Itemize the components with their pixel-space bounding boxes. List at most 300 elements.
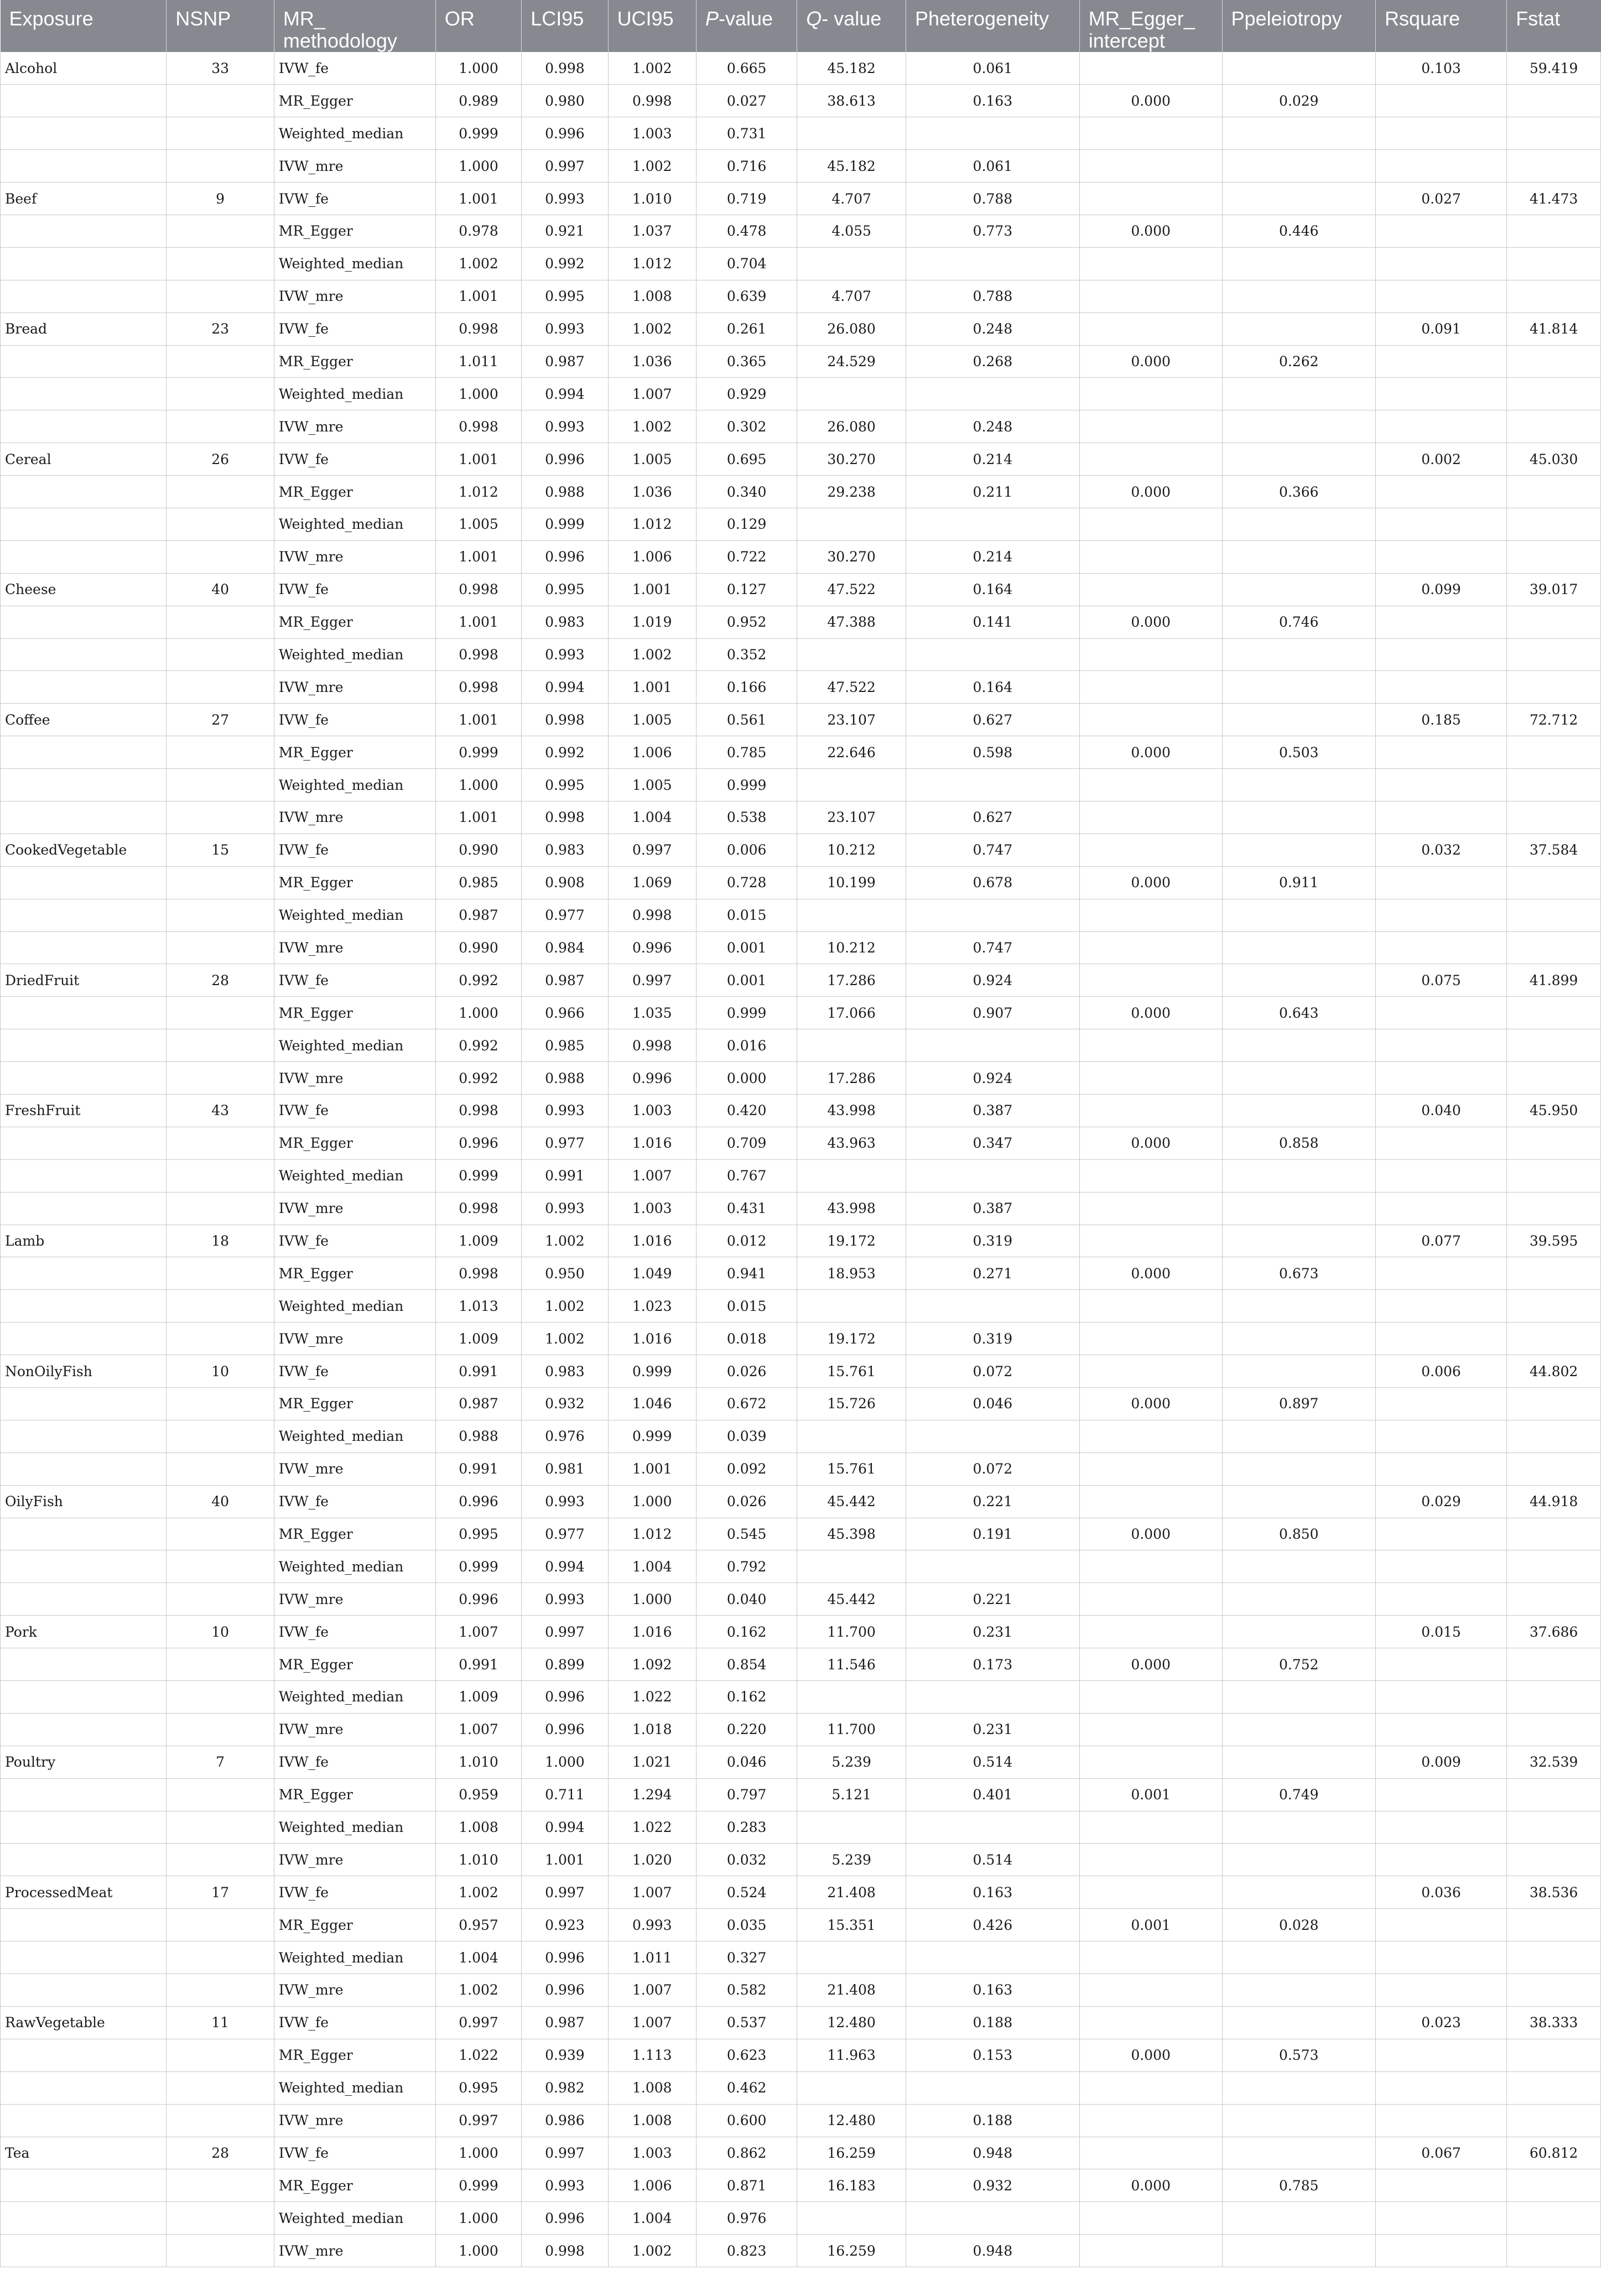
- nsnp-cell: [167, 1159, 274, 1192]
- uci95-cell: 1.001: [608, 573, 696, 606]
- method-cell: IVW_mre: [274, 1452, 435, 1485]
- egger-intercept-cell: [1079, 573, 1222, 606]
- nsnp-cell: [167, 801, 274, 834]
- table-row: [1, 1583, 1601, 1616]
- ppleiotropy-cell: [1222, 2006, 1375, 2039]
- table-row: [1, 1095, 1601, 1127]
- col-header-nsnp: NSNP: [167, 0, 274, 52]
- exposure-cell: Alcohol: [1, 52, 167, 85]
- method-cell: IVW_fe: [274, 1225, 435, 1257]
- nsnp-cell: [167, 1192, 274, 1225]
- p-value-cell: 0.941: [696, 1257, 797, 1290]
- q-italic: Q: [806, 7, 822, 30]
- uci95-cell: 0.998: [608, 85, 696, 117]
- method-cell: IVW_fe: [274, 2137, 435, 2169]
- egger-intercept-cell: [1079, 1452, 1222, 1485]
- nsnp-cell: [167, 606, 274, 638]
- method-cell: MR_Egger: [274, 476, 435, 508]
- ppleiotropy-cell: [1222, 964, 1375, 997]
- ppleiotropy-cell: 0.366: [1222, 476, 1375, 508]
- q-value-cell: 4.055: [797, 215, 906, 247]
- table-row: [1, 2104, 1601, 2137]
- table-row: [1, 476, 1601, 508]
- exposure-cell: [1, 736, 167, 769]
- nsnp-cell: [167, 85, 274, 117]
- pheterogeneity-cell: 0.141: [906, 606, 1079, 638]
- or-cell: 0.957: [435, 1909, 521, 1941]
- fstat-cell: [1507, 1811, 1601, 1844]
- exposure-cell: [1, 1583, 167, 1616]
- p-value-cell: 0.797: [696, 1778, 797, 1811]
- ppleiotropy-cell: 0.746: [1222, 606, 1375, 638]
- p-value-cell: 0.365: [696, 345, 797, 378]
- lci95-cell: 0.985: [522, 1029, 608, 1062]
- method-cell: Weighted_median: [274, 117, 435, 150]
- uci95-cell: 1.008: [608, 2104, 696, 2137]
- exposure-cell: Coffee: [1, 704, 167, 736]
- q-value-cell: [797, 247, 906, 280]
- table-row: [1, 834, 1601, 866]
- pheterogeneity-cell: [906, 1550, 1079, 1583]
- rsquare-cell: [1376, 476, 1507, 508]
- or-cell: 1.001: [435, 606, 521, 638]
- egger-intercept-cell: 0.000: [1079, 997, 1222, 1029]
- fstat-cell: [1507, 1159, 1601, 1192]
- egger-intercept-cell: 0.000: [1079, 606, 1222, 638]
- uci95-cell: 1.049: [608, 1257, 696, 1290]
- q-value-cell: 15.351: [797, 1909, 906, 1941]
- ppleiotropy-cell: [1222, 443, 1375, 476]
- q-value-cell: 45.182: [797, 150, 906, 183]
- table-row: [1, 1029, 1601, 1062]
- exposure-cell: [1, 2235, 167, 2267]
- or-cell: 1.000: [435, 769, 521, 801]
- pheterogeneity-cell: 0.948: [906, 2235, 1079, 2267]
- method-cell: IVW_mre: [274, 1974, 435, 2007]
- method-cell: Weighted_median: [274, 1290, 435, 1323]
- fstat-cell: [1507, 1583, 1601, 1616]
- q-value-cell: 11.700: [797, 1616, 906, 1648]
- fstat-cell: [1507, 2071, 1601, 2104]
- nsnp-cell: 11: [167, 2006, 274, 2039]
- uci95-cell: 1.113: [608, 2039, 696, 2071]
- method-cell: MR_Egger: [274, 606, 435, 638]
- pheterogeneity-cell: [906, 899, 1079, 931]
- pheterogeneity-cell: [906, 1420, 1079, 1452]
- lci95-cell: 0.976: [522, 1420, 608, 1452]
- q-value-cell: [797, 1681, 906, 1714]
- ppleiotropy-cell: [1222, 704, 1375, 736]
- fstat-cell: [1507, 1778, 1601, 1811]
- fstat-cell: [1507, 2104, 1601, 2137]
- ppleiotropy-cell: [1222, 834, 1375, 866]
- method-cell: Weighted_median: [274, 1941, 435, 1974]
- pheterogeneity-cell: 0.163: [906, 1974, 1079, 2007]
- table-row: [1, 704, 1601, 736]
- pheterogeneity-cell: [906, 1681, 1079, 1714]
- pheterogeneity-cell: 0.221: [906, 1583, 1079, 1616]
- fstat-cell: [1507, 1290, 1601, 1323]
- p-value-cell: 0.261: [696, 313, 797, 345]
- nsnp-cell: [167, 1518, 274, 1550]
- pheterogeneity-cell: 0.211: [906, 476, 1079, 508]
- p-value-cell: 0.716: [696, 150, 797, 183]
- ppleiotropy-cell: [1222, 1583, 1375, 1616]
- or-cell: 1.009: [435, 1225, 521, 1257]
- lci95-cell: 0.983: [522, 1355, 608, 1388]
- uci95-cell: 1.016: [608, 1127, 696, 1159]
- q-value-cell: 10.212: [797, 931, 906, 964]
- p-value-cell: 0.302: [696, 410, 797, 443]
- uci95-cell: 1.000: [608, 1583, 696, 1616]
- lci95-cell: 0.996: [522, 540, 608, 573]
- rsquare-cell: 0.002: [1376, 443, 1507, 476]
- nsnp-cell: [167, 150, 274, 183]
- ppleiotropy-cell: [1222, 280, 1375, 313]
- table-row: [1, 443, 1601, 476]
- q-value-cell: 17.286: [797, 964, 906, 997]
- fstat-cell: [1507, 215, 1601, 247]
- table-body: [1, 52, 1601, 2267]
- exposure-cell: [1, 638, 167, 671]
- ppleiotropy-cell: [1222, 2104, 1375, 2137]
- ppleiotropy-cell: 0.503: [1222, 736, 1375, 769]
- egger-intercept-cell: 0.000: [1079, 215, 1222, 247]
- uci95-cell: 1.037: [608, 215, 696, 247]
- pheterogeneity-cell: 0.164: [906, 671, 1079, 704]
- table-row: [1, 85, 1601, 117]
- uci95-cell: 1.003: [608, 1095, 696, 1127]
- q-value-cell: 26.080: [797, 313, 906, 345]
- p-value-cell: 0.462: [696, 2071, 797, 2104]
- col-header-ppleiotropy: Ppeleiotropy: [1222, 0, 1375, 52]
- method-cell: MR_Egger: [274, 1127, 435, 1159]
- table-row: [1, 1420, 1601, 1452]
- q-value-cell: [797, 638, 906, 671]
- lci95-cell: 0.992: [522, 247, 608, 280]
- rsquare-cell: [1376, 1550, 1507, 1583]
- ppleiotropy-cell: [1222, 1192, 1375, 1225]
- method-cell: MR_Egger: [274, 2169, 435, 2202]
- uci95-cell: 0.999: [608, 1355, 696, 1388]
- pheterogeneity-cell: 0.773: [906, 215, 1079, 247]
- pheterogeneity-cell: 0.319: [906, 1323, 1079, 1355]
- exposure-cell: DriedFruit: [1, 964, 167, 997]
- ppleiotropy-cell: [1222, 540, 1375, 573]
- q-value-cell: 45.398: [797, 1518, 906, 1550]
- table-row: [1, 1257, 1601, 1290]
- fstat-cell: 44.802: [1507, 1355, 1601, 1388]
- q-value-cell: 47.522: [797, 671, 906, 704]
- method-cell: IVW_fe: [274, 573, 435, 606]
- exposure-cell: [1, 1127, 167, 1159]
- uci95-cell: 1.005: [608, 704, 696, 736]
- uci95-cell: 1.007: [608, 1876, 696, 1909]
- exposure-cell: [1, 1909, 167, 1941]
- pheterogeneity-cell: 0.627: [906, 704, 1079, 736]
- pheterogeneity-cell: [906, 378, 1079, 410]
- p-value-cell: 0.018: [696, 1323, 797, 1355]
- pheterogeneity-cell: [906, 1941, 1079, 1974]
- egger-intercept-cell: [1079, 540, 1222, 573]
- ppleiotropy-cell: [1222, 1095, 1375, 1127]
- egger-intercept-cell: [1079, 2235, 1222, 2267]
- pheterogeneity-cell: 0.214: [906, 443, 1079, 476]
- rsquare-cell: [1376, 1290, 1507, 1323]
- rsquare-cell: [1376, 866, 1507, 899]
- lci95-cell: 0.997: [522, 1616, 608, 1648]
- rsquare-cell: [1376, 1420, 1507, 1452]
- exposure-cell: [1, 1778, 167, 1811]
- rsquare-cell: 0.099: [1376, 573, 1507, 606]
- ppleiotropy-cell: [1222, 1225, 1375, 1257]
- fstat-cell: [1507, 2202, 1601, 2235]
- nsnp-cell: [167, 1388, 274, 1420]
- pheterogeneity-cell: 0.747: [906, 931, 1079, 964]
- exposure-cell: ProcessedMeat: [1, 1876, 167, 1909]
- table-row: [1, 1876, 1601, 1909]
- lci95-cell: 1.002: [522, 1323, 608, 1355]
- fstat-cell: [1507, 508, 1601, 540]
- p-value-cell: 0.035: [696, 1909, 797, 1941]
- q-value-cell: 30.270: [797, 540, 906, 573]
- nsnp-cell: [167, 1062, 274, 1095]
- ppleiotropy-cell: [1222, 931, 1375, 964]
- fstat-cell: 37.686: [1507, 1616, 1601, 1648]
- nsnp-cell: [167, 1029, 274, 1062]
- pheterogeneity-cell: 0.191: [906, 1518, 1079, 1550]
- exposure-cell: [1, 899, 167, 931]
- nsnp-cell: [167, 2169, 274, 2202]
- table-row: [1, 1648, 1601, 1681]
- rsquare-cell: [1376, 1974, 1507, 2007]
- rsquare-cell: [1376, 117, 1507, 150]
- ppleiotropy-cell: [1222, 313, 1375, 345]
- q-value-cell: 4.707: [797, 280, 906, 313]
- nsnp-cell: 18: [167, 1225, 274, 1257]
- p-value-cell: 0.162: [696, 1681, 797, 1714]
- lci95-cell: 0.932: [522, 1388, 608, 1420]
- nsnp-cell: [167, 1583, 274, 1616]
- or-cell: 0.997: [435, 2104, 521, 2137]
- nsnp-cell: [167, 410, 274, 443]
- col-header-rsquare: Rsquare: [1376, 0, 1507, 52]
- pheterogeneity-cell: 0.072: [906, 1452, 1079, 1485]
- ppleiotropy-cell: 0.028: [1222, 1909, 1375, 1941]
- ppleiotropy-cell: [1222, 1159, 1375, 1192]
- table-row: [1, 2137, 1601, 2169]
- uci95-cell: 1.046: [608, 1388, 696, 1420]
- lci95-cell: 0.939: [522, 2039, 608, 2071]
- method-cell: Weighted_median: [274, 1420, 435, 1452]
- method-cell: MR_Egger: [274, 85, 435, 117]
- uci95-cell: 1.010: [608, 183, 696, 215]
- q-value-cell: 22.646: [797, 736, 906, 769]
- q-value-cell: 19.172: [797, 1323, 906, 1355]
- nsnp-cell: [167, 769, 274, 801]
- rsquare-cell: 0.067: [1376, 2137, 1507, 2169]
- ppleiotropy-cell: [1222, 1029, 1375, 1062]
- or-cell: 0.999: [435, 1550, 521, 1583]
- table-row: [1, 964, 1601, 997]
- table-row: [1, 1550, 1601, 1583]
- method-cell: IVW_mre: [274, 2235, 435, 2267]
- egger-intercept-cell: [1079, 1323, 1222, 1355]
- p-value-cell: 0.012: [696, 1225, 797, 1257]
- exposure-cell: Cereal: [1, 443, 167, 476]
- egger-intercept-cell: [1079, 1029, 1222, 1062]
- rsquare-cell: [1376, 1127, 1507, 1159]
- nsnp-cell: [167, 899, 274, 931]
- lci95-cell: 0.998: [522, 801, 608, 834]
- ppleiotropy-cell: 0.752: [1222, 1648, 1375, 1681]
- egger-intercept-cell: 0.000: [1079, 1648, 1222, 1681]
- table-row: [1, 1778, 1601, 1811]
- fstat-cell: 44.918: [1507, 1485, 1601, 1518]
- table-row: [1, 1681, 1601, 1714]
- p-value-cell: 0.162: [696, 1616, 797, 1648]
- method-cell: MR_Egger: [274, 1388, 435, 1420]
- or-cell: 1.000: [435, 2235, 521, 2267]
- method-cell: IVW_mre: [274, 1192, 435, 1225]
- fstat-cell: 37.584: [1507, 834, 1601, 866]
- lci95-cell: 0.899: [522, 1648, 608, 1681]
- method-cell: MR_Egger: [274, 1909, 435, 1941]
- method-cell: IVW_mre: [274, 2104, 435, 2137]
- ppleiotropy-cell: [1222, 1844, 1375, 1876]
- pheterogeneity-cell: 0.788: [906, 183, 1079, 215]
- lci95-cell: 0.995: [522, 769, 608, 801]
- fstat-cell: [1507, 1420, 1601, 1452]
- egger-intercept-cell: [1079, 671, 1222, 704]
- q-value-cell: 4.707: [797, 183, 906, 215]
- table-row: [1, 117, 1601, 150]
- egger-intercept-cell: [1079, 1713, 1222, 1746]
- q-value-cell: 12.480: [797, 2006, 906, 2039]
- lci95-cell: 0.999: [522, 508, 608, 540]
- or-cell: 1.009: [435, 1323, 521, 1355]
- q-value-cell: 21.408: [797, 1876, 906, 1909]
- pheterogeneity-cell: [906, 247, 1079, 280]
- table-row: [1, 2169, 1601, 2202]
- lci95-cell: 0.995: [522, 280, 608, 313]
- or-cell: 1.009: [435, 1681, 521, 1714]
- q-value-cell: 43.998: [797, 1095, 906, 1127]
- exposure-cell: [1, 378, 167, 410]
- rsquare-cell: [1376, 1388, 1507, 1420]
- method-cell: IVW_mre: [274, 280, 435, 313]
- pheterogeneity-cell: 0.271: [906, 1257, 1079, 1290]
- rsquare-cell: [1376, 150, 1507, 183]
- pheterogeneity-cell: 0.231: [906, 1616, 1079, 1648]
- pheterogeneity-cell: 0.948: [906, 2137, 1079, 2169]
- rsquare-cell: [1376, 1029, 1507, 1062]
- table-row: [1, 1355, 1601, 1388]
- p-value-cell: 0.561: [696, 704, 797, 736]
- pheterogeneity-cell: 0.072: [906, 1355, 1079, 1388]
- nsnp-cell: [167, 1844, 274, 1876]
- pheterogeneity-cell: 0.514: [906, 1844, 1079, 1876]
- table-row: [1, 1062, 1601, 1095]
- pheterogeneity-cell: 0.426: [906, 1909, 1079, 1941]
- uci95-cell: 1.008: [608, 280, 696, 313]
- egger-intercept-cell: [1079, 52, 1222, 85]
- pheterogeneity-cell: [906, 769, 1079, 801]
- p-value-cell: 0.431: [696, 1192, 797, 1225]
- exposure-cell: [1, 801, 167, 834]
- pheterogeneity-cell: 0.188: [906, 2104, 1079, 2137]
- or-cell: 1.001: [435, 183, 521, 215]
- table-row: [1, 2006, 1601, 2039]
- table-row: [1, 1909, 1601, 1941]
- nsnp-cell: [167, 280, 274, 313]
- pheterogeneity-cell: 0.221: [906, 1485, 1079, 1518]
- method-cell: MR_Egger: [274, 736, 435, 769]
- q-value-cell: 11.546: [797, 1648, 906, 1681]
- p-value-cell: 0.767: [696, 1159, 797, 1192]
- exposure-cell: [1, 1290, 167, 1323]
- ppleiotropy-cell: 0.029: [1222, 85, 1375, 117]
- egger-intercept-cell: 0.000: [1079, 1388, 1222, 1420]
- fstat-cell: [1507, 801, 1601, 834]
- method-cell: Weighted_median: [274, 899, 435, 931]
- egger-intercept-cell: 0.000: [1079, 1127, 1222, 1159]
- exposure-cell: [1, 1713, 167, 1746]
- egger-intercept-cell: [1079, 1876, 1222, 1909]
- egger-intercept-cell: [1079, 508, 1222, 540]
- ppleiotropy-cell: [1222, 2235, 1375, 2267]
- exposure-cell: [1, 85, 167, 117]
- p-value-cell: 0.600: [696, 2104, 797, 2137]
- nsnp-cell: 17: [167, 1876, 274, 1909]
- nsnp-cell: [167, 1452, 274, 1485]
- method-cell: IVW_fe: [274, 1095, 435, 1127]
- or-cell: 0.990: [435, 834, 521, 866]
- exposure-cell: [1, 410, 167, 443]
- rsquare-cell: [1376, 2039, 1507, 2071]
- exposure-cell: [1, 540, 167, 573]
- uci95-cell: 1.005: [608, 769, 696, 801]
- or-cell: 0.998: [435, 1192, 521, 1225]
- egger-intercept-cell: [1079, 704, 1222, 736]
- ppleiotropy-cell: 0.749: [1222, 1778, 1375, 1811]
- p-value-cell: 0.731: [696, 117, 797, 150]
- or-cell: 0.998: [435, 1257, 521, 1290]
- or-cell: 1.022: [435, 2039, 521, 2071]
- nsnp-cell: 26: [167, 443, 274, 476]
- fstat-cell: [1507, 1681, 1601, 1714]
- lci95-cell: 0.988: [522, 1062, 608, 1095]
- exposure-cell: [1, 2104, 167, 2137]
- or-cell: 0.988: [435, 1420, 521, 1452]
- or-cell: 0.999: [435, 736, 521, 769]
- p-value-cell: 0.999: [696, 769, 797, 801]
- ppleiotropy-cell: [1222, 1062, 1375, 1095]
- table-row: [1, 1290, 1601, 1323]
- nsnp-cell: [167, 540, 274, 573]
- pheterogeneity-cell: 0.061: [906, 150, 1079, 183]
- rsquare-cell: [1376, 1713, 1507, 1746]
- p-value-cell: 0.032: [696, 1844, 797, 1876]
- p-value-cell: 0.420: [696, 1095, 797, 1127]
- p-value-cell: 0.040: [696, 1583, 797, 1616]
- ppleiotropy-cell: 0.643: [1222, 997, 1375, 1029]
- ppleiotropy-cell: [1222, 769, 1375, 801]
- table-row: [1, 997, 1601, 1029]
- uci95-cell: 1.294: [608, 1778, 696, 1811]
- rsquare-cell: 0.185: [1376, 704, 1507, 736]
- lci95-cell: 0.980: [522, 85, 608, 117]
